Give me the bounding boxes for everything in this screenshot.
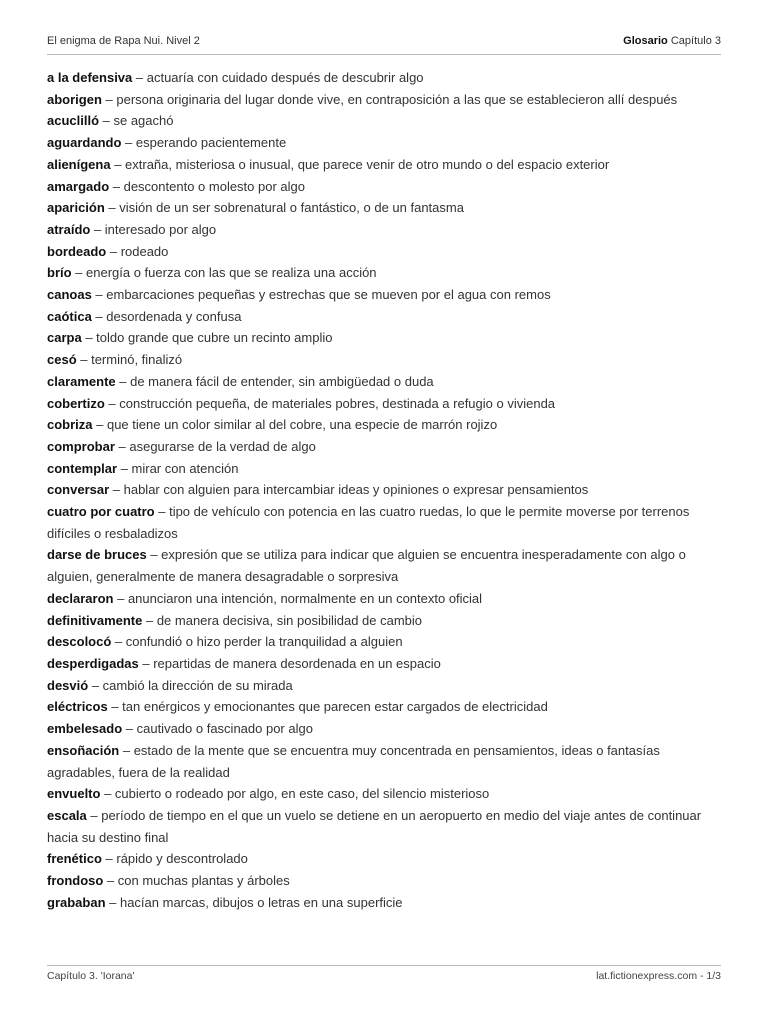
glossary-definition: – energía o fuerza con las que se realiza una acción [71,265,377,281]
glossary-definition: – tan enérgicos y emocionantes que parecen estar cargados de electricidad [107,699,548,715]
footer-divider [47,965,721,966]
glossary-definition: – toldo grande que cubre un recinto amplio [81,330,333,346]
glossary-entry [47,783,721,805]
glossary-entry [47,154,721,176]
glossary-term: grababan [47,894,106,910]
glossary-entry [47,631,721,653]
glossary-term: claramente [47,373,116,389]
glossary-entry [47,132,721,154]
glossary-definition: – embarcaciones pequeñas y estrechas que se mueven por el agua con remos [91,287,551,303]
glossary-entry [47,414,721,436]
glossary-term: contemplar [47,460,118,476]
glossary-term: a la defensiva [47,70,133,85]
glossary-definition: – interesado por algo [90,221,217,237]
glossary-entry [47,262,721,284]
glossary-definition: – con muchas plantas y árboles [103,873,290,889]
glossary-term: acuclilló [47,113,100,129]
glossary-term: definitivamente [47,612,143,628]
glossary-definition: – descontento o molesto por algo [109,178,305,194]
glossary-definition: – construcción pequeña, de materiales pobres, destinada a refugio o vivienda [104,395,556,411]
glossary-entry [47,197,721,219]
glossary-definition: – período de tiempo en el que un vuelo se detiene en un aeropuerto en medio del viaje antes de continuar hacia su destino final [47,807,702,845]
glossary-definition: – terminó, finalizó [76,352,183,368]
glossary-term: descolocó [47,634,112,650]
glossary-definition: – esperando pacientemente [121,135,287,151]
glossary-list [47,67,721,913]
glossary-term: atraído [47,221,91,237]
glossary-term: frenético [47,851,102,867]
glossary-term: aparición [47,200,105,216]
glossary-entry [47,67,721,89]
glossary-entry [47,848,721,870]
glossary-definition: – asegurarse de la verdad de algo [114,438,316,454]
glossary-entry [47,349,721,371]
footer-chapter: Capítulo 3. 'Iorana' [47,970,135,982]
glossary-definition: – estado de la mente que se encuentra muy concentrada en pensamientos, ideas o fantasías agradables, fuera de la realidad [47,742,660,780]
glossary-term: declararon [47,590,114,606]
glossary-definition: – rodeado [106,243,169,259]
glossary-term: aguardando [47,135,122,151]
glossary-entry [47,393,721,415]
glossary-entry [47,219,721,241]
glossary-term: cobriza [47,417,93,433]
glossary-definition: – actuaría con cuidado después de descubrir algo [132,70,424,85]
section-label [623,35,721,47]
glossary-entry [47,610,721,632]
glossary-definition: – repartidas de manera desordenada en un espacio [138,655,441,671]
glossary-definition: – cambió la dirección de su mirada [88,677,293,693]
glossary-term: conversar [47,482,110,498]
header-divider [47,54,721,55]
glossary-term: canoas [47,287,92,303]
glossary-definition: – hacían marcas, dibujos o letras en una superficie [105,894,403,910]
glossary-definition: – mirar con atención [117,460,239,476]
glossary-entry [47,110,721,132]
glossary-term: cuatro por cuatro [47,504,155,520]
glossary-definition: – que tiene un color similar al del cobre, una especie de marrón rojizo [92,417,498,433]
glossary-entry [47,458,721,480]
glossary-entry [47,176,721,198]
chapter-name: Capítulo 3 [670,35,721,47]
glossary-term: brío [47,265,72,281]
glossary-definition: – cautivado o fascinado por algo [122,721,313,737]
glossary-term: eléctricos [47,699,108,715]
page-header [47,32,721,50]
glossary-term: desvió [47,677,89,693]
glossary-entry [47,805,721,848]
glossary-entry [47,501,721,544]
glossary-entry [47,588,721,610]
glossary-entry [47,892,721,914]
glossary-definition: – desordenada y confusa [91,308,242,324]
glossary-term: comprobar [47,438,115,454]
glossary-definition: – expresión que se utiliza para indicar que alguien se encuentra inesperadamente con algo o alguien, generalmente de manera desagradable o sorpresiva [47,547,686,585]
glossary-entry [47,89,721,111]
glossary-entry [47,696,721,718]
glossary-entry [47,653,721,675]
glossary-entry [47,479,721,501]
glossary-term: bordeado [47,243,107,259]
glossary-definition: – se agachó [99,113,174,129]
page-footer [47,968,721,984]
glossary-entry [47,436,721,458]
glossary-entry [47,284,721,306]
glossary-entry [47,241,721,263]
glossary-term: caótica [47,308,92,324]
glossary-definition: – persona originaria del lugar donde vive, en contraposición a las que se establecieron allí después [101,91,678,107]
glossary-term: embelesado [47,721,123,737]
glossary-definition: – cubierto o rodeado por algo, en este caso, del silencio misterioso [100,786,490,802]
glossary-entry [47,740,721,783]
section-name: Glosario [623,35,668,47]
glossary-entry [47,718,721,740]
glossary-definition: – visión de un ser sobrenatural o fantástico, o de un fantasma [104,200,464,216]
glossary-term: amargado [47,178,110,194]
glossary-entry [47,327,721,349]
glossary-term: frondoso [47,873,104,889]
glossary-definition: – hablar con alguien para intercambiar ideas y opiniones o expresar pensamientos [109,482,589,498]
glossary-entry [47,371,721,393]
glossary-definition: – rápido y descontrolado [101,851,248,867]
glossary-term: alienígena [47,156,111,172]
glossary-entry [47,306,721,328]
glossary-definition: – de manera fácil de entender, sin ambigüedad o duda [115,373,434,389]
glossary-term: darse de bruces [47,547,147,563]
glossary-term: ensoñación [47,742,120,758]
glossary-entry [47,544,721,587]
glossary-term: aborigen [47,91,102,107]
glossary-definition: – extraña, misteriosa o inusual, que parece venir de otro mundo o del espacio exterior [110,156,610,172]
glossary-entry [47,675,721,697]
glossary-term: carpa [47,330,82,346]
glossary-definition: – tipo de vehículo con potencia en las cuatro ruedas, lo que le permite moverse por terrenos difíciles o resbaladizos [47,504,690,541]
glossary-definition: – anunciaron una intención, normalmente en un contexto oficial [113,590,483,606]
glossary-term: desperdigadas [47,655,139,671]
glossary-definition: – confundió o hizo perder la tranquilidad a alguien [111,634,403,650]
glossary-entry [47,870,721,892]
glossary-definition: – de manera decisiva, sin posibilidad de cambio [142,612,423,628]
book-title: El enigma de Rapa Nui. Nivel 2 [47,35,200,47]
glossary-term: cobertizo [47,395,105,411]
glossary-term: envuelto [47,786,101,802]
footer-site-page: lat.fictionexpress.com - 1/3 [596,970,721,982]
glossary-term: cesó [47,352,77,368]
glossary-term: escala [47,807,87,823]
